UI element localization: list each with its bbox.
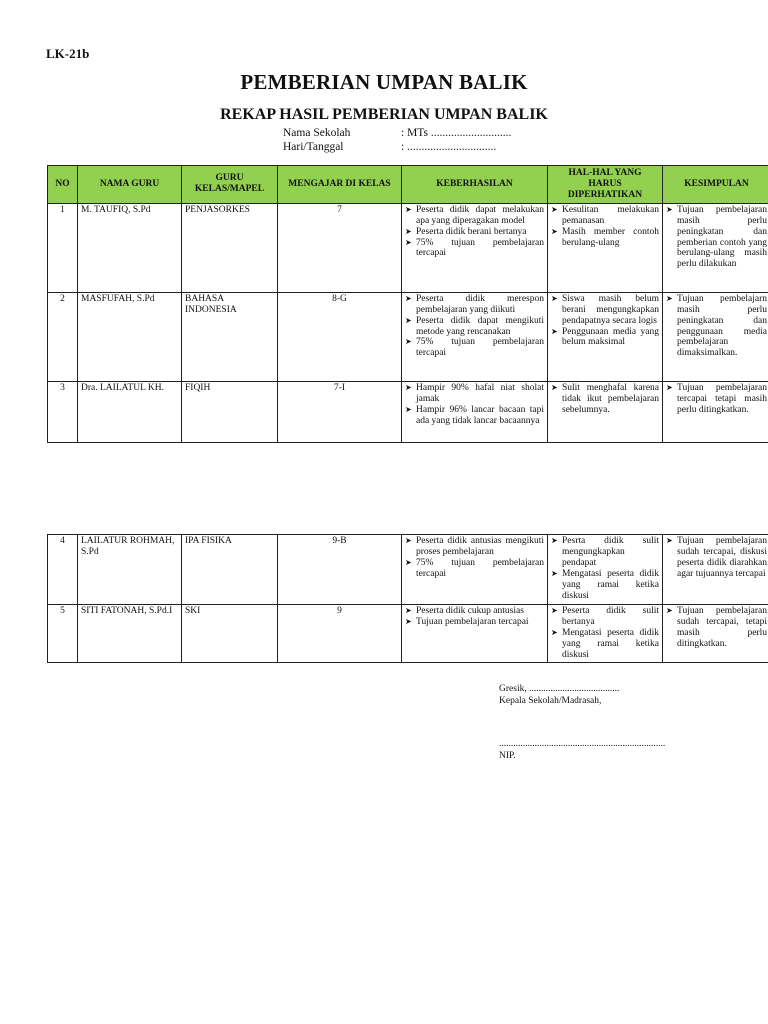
list-item: ➤ 75% tujuan pembelajaran tercapai: [405, 337, 544, 359]
kesimpulan-list: [666, 606, 767, 650]
list-item: ➤ Peserta didik merespon pembelajaran yang diikuti: [405, 294, 544, 316]
cell-keberhasilan: [402, 381, 548, 442]
cell-kesimpulan: [663, 203, 768, 292]
cell-hal: [548, 605, 663, 663]
list-item: ➤ Tujuan pembelajaran masih perlu peningkatan dan pemberian contoh yang berulang-ulang masih perlu dilakukan: [666, 205, 767, 271]
header-nama-guru: NAMA GURU: [78, 166, 182, 204]
list-item: ➤ Mengatasi peserta didik yang ramai ketika diskusi: [551, 628, 659, 661]
list-item: ➤ 75% tujuan pembelajaran tercapai: [405, 238, 544, 260]
list-item: ➤ Hampir 90% hafal niat sholat jamak: [405, 383, 544, 405]
feedback-table-bottom: [47, 534, 768, 663]
list-item: ➤ Masih member contoh berulang-ulang: [551, 227, 659, 249]
cell-kelas: 8-G: [278, 292, 402, 381]
cell-kelas: 7-I: [278, 381, 402, 442]
cell-no: 4: [48, 535, 78, 605]
cell-kelas: 9-B: [278, 535, 402, 605]
cell-nama-guru: SITI FATONAH, S.Pd.I: [78, 605, 182, 663]
list-item: ➤ Mengatasi peserta didik yang ramai ketika diskusi: [551, 569, 659, 602]
date-value: : ...............................: [401, 141, 497, 153]
header-keberhasilan: KEBERHASILAN: [402, 166, 548, 204]
cell-mapel: PENJASORKES: [182, 203, 278, 292]
header-kesimpulan: KESIMPULAN: [663, 166, 768, 204]
list-item: ➤ Hampir 96% lancar bacaan tapi ada yang tidak lancar bacaannya: [405, 405, 544, 427]
hal-list: [551, 536, 659, 602]
header-hal-hal: HAL-HAL YANG HARUS DIPERHATIKAN: [548, 166, 663, 204]
cell-hal: [548, 203, 663, 292]
cell-keberhasilan: [402, 203, 548, 292]
list-item: ➤ Peserta didik dapat mengikuti metode yang rencanakan: [405, 316, 544, 338]
cell-no: 5: [48, 605, 78, 663]
kesimpulan-list: [666, 383, 767, 416]
keberhasilan-list: [405, 383, 544, 427]
list-item: ➤ Tujuan pembelajaran sudah tercapai, diskusi peserta didik diarahkan agar tujuannya tercapai: [666, 536, 767, 580]
page-subtitle: REKAP HASIL PEMBERIAN UMPAN BALIK: [220, 106, 548, 123]
hal-list: [551, 383, 659, 416]
table-header-row: [48, 166, 768, 204]
keberhasilan-list: [405, 205, 544, 260]
cell-nama-guru: MASFUFAH, S.Pd: [78, 292, 182, 381]
list-item: ➤ Peserta didik antusias mengikuti proses pembelajaran: [405, 536, 544, 558]
school-row: [283, 127, 511, 139]
hal-list: [551, 606, 659, 661]
cell-nama-guru: M. TAUFIQ, S.Pd: [78, 203, 182, 292]
cell-kelas: 7: [278, 203, 402, 292]
list-item: ➤ Tujuan pembelajaran tercapai tetapi masih perlu ditingkatkan.: [666, 383, 767, 416]
kesimpulan-list: [666, 536, 767, 580]
list-item: ➤ Tujuan pembelajarn masih perlu peningkatan dan penggunaan media pembelajaran dimaksimalkan.: [666, 294, 767, 360]
list-item: ➤ Tujuan pembelajaran sudah tercapai, tetapi masih perlu ditingkatkan.: [666, 606, 767, 650]
cell-no: 2: [48, 292, 78, 381]
school-value: : MTs ............................: [401, 127, 512, 139]
header-mengajar-di-kelas: MENGAJAR DI KELAS: [278, 166, 402, 204]
keberhasilan-list: [405, 536, 544, 580]
cell-kesimpulan: [663, 605, 768, 663]
header-guru-kelas-mapel: GURU KELAS/MAPEL: [182, 166, 278, 204]
cell-mapel: IPA FISIKA: [182, 535, 278, 605]
cell-keberhasilan: [402, 292, 548, 381]
signature-nip: NIP.: [499, 751, 516, 761]
cell-hal: [548, 535, 663, 605]
list-item: ➤ Kesulitan melakukan pemanasan: [551, 205, 659, 227]
cell-keberhasilan: [402, 605, 548, 663]
hal-list: [551, 205, 659, 249]
list-item: ➤ Sulit menghafal karena tidak ikut pembelajaran sebelumnya.: [551, 383, 659, 416]
signature-role: Kepala Sekolah/Madrasah,: [499, 696, 602, 706]
list-item: ➤ Siswa masih belum berani mengungkapkan pendapatnya secara logis: [551, 294, 659, 327]
kesimpulan-list: [666, 294, 767, 360]
table-row: [48, 203, 768, 292]
cell-keberhasilan: [402, 535, 548, 605]
list-item: ➤ Tujuan pembelajaran tercapai: [405, 617, 544, 628]
cell-nama-guru: Dra. LAILATUL KH.: [78, 381, 182, 442]
list-item: ➤ Peserta didik cukup antusias: [405, 606, 544, 617]
date-label: Hari/Tanggal: [283, 141, 344, 153]
list-item: ➤ 75% tujuan pembelajaran tercapai: [405, 558, 544, 580]
list-item: ➤ Pesrta didik sulit mengungkapkan pendapat: [551, 536, 659, 569]
school-label: Nama Sekolah: [283, 127, 351, 139]
cell-mapel: SKI: [182, 605, 278, 663]
document-code: LK-21b: [46, 46, 90, 61]
cell-kesimpulan: [663, 292, 768, 381]
signature-place: Gresik, ......................................: [499, 684, 620, 694]
header-no: NO: [48, 166, 78, 204]
date-row: [283, 141, 496, 153]
table-row: [48, 381, 768, 442]
list-item: ➤ Peserta didik dapat melakukan apa yang diperagakan model: [405, 205, 544, 227]
cell-no: 1: [48, 203, 78, 292]
list-item: ➤ Penggunaan media yang belum maksimal: [551, 327, 659, 349]
signature-line: ......................................................................: [499, 739, 666, 749]
cell-kesimpulan: [663, 535, 768, 605]
cell-no: 3: [48, 381, 78, 442]
cell-kesimpulan: [663, 381, 768, 442]
cell-mapel: BAHASA INDONESIA: [182, 292, 278, 381]
feedback-table-top: [47, 165, 768, 443]
cell-kelas: 9: [278, 605, 402, 663]
table-row: [48, 535, 768, 605]
list-item: ➤ Peserta didik berani bertanya: [405, 227, 544, 238]
cell-hal: [548, 292, 663, 381]
table-row: [48, 292, 768, 381]
page-title: PEMBERIAN UMPAN BALIK: [240, 70, 528, 94]
cell-mapel: FIQIH: [182, 381, 278, 442]
keberhasilan-list: [405, 294, 544, 360]
cell-hal: [548, 381, 663, 442]
hal-list: [551, 294, 659, 349]
keberhasilan-list: [405, 606, 544, 628]
cell-nama-guru: LAILATUR ROHMAH, S.Pd: [78, 535, 182, 605]
kesimpulan-list: [666, 205, 767, 271]
table-row: [48, 605, 768, 663]
list-item: ➤ Peserta didik sulit bertanya: [551, 606, 659, 628]
